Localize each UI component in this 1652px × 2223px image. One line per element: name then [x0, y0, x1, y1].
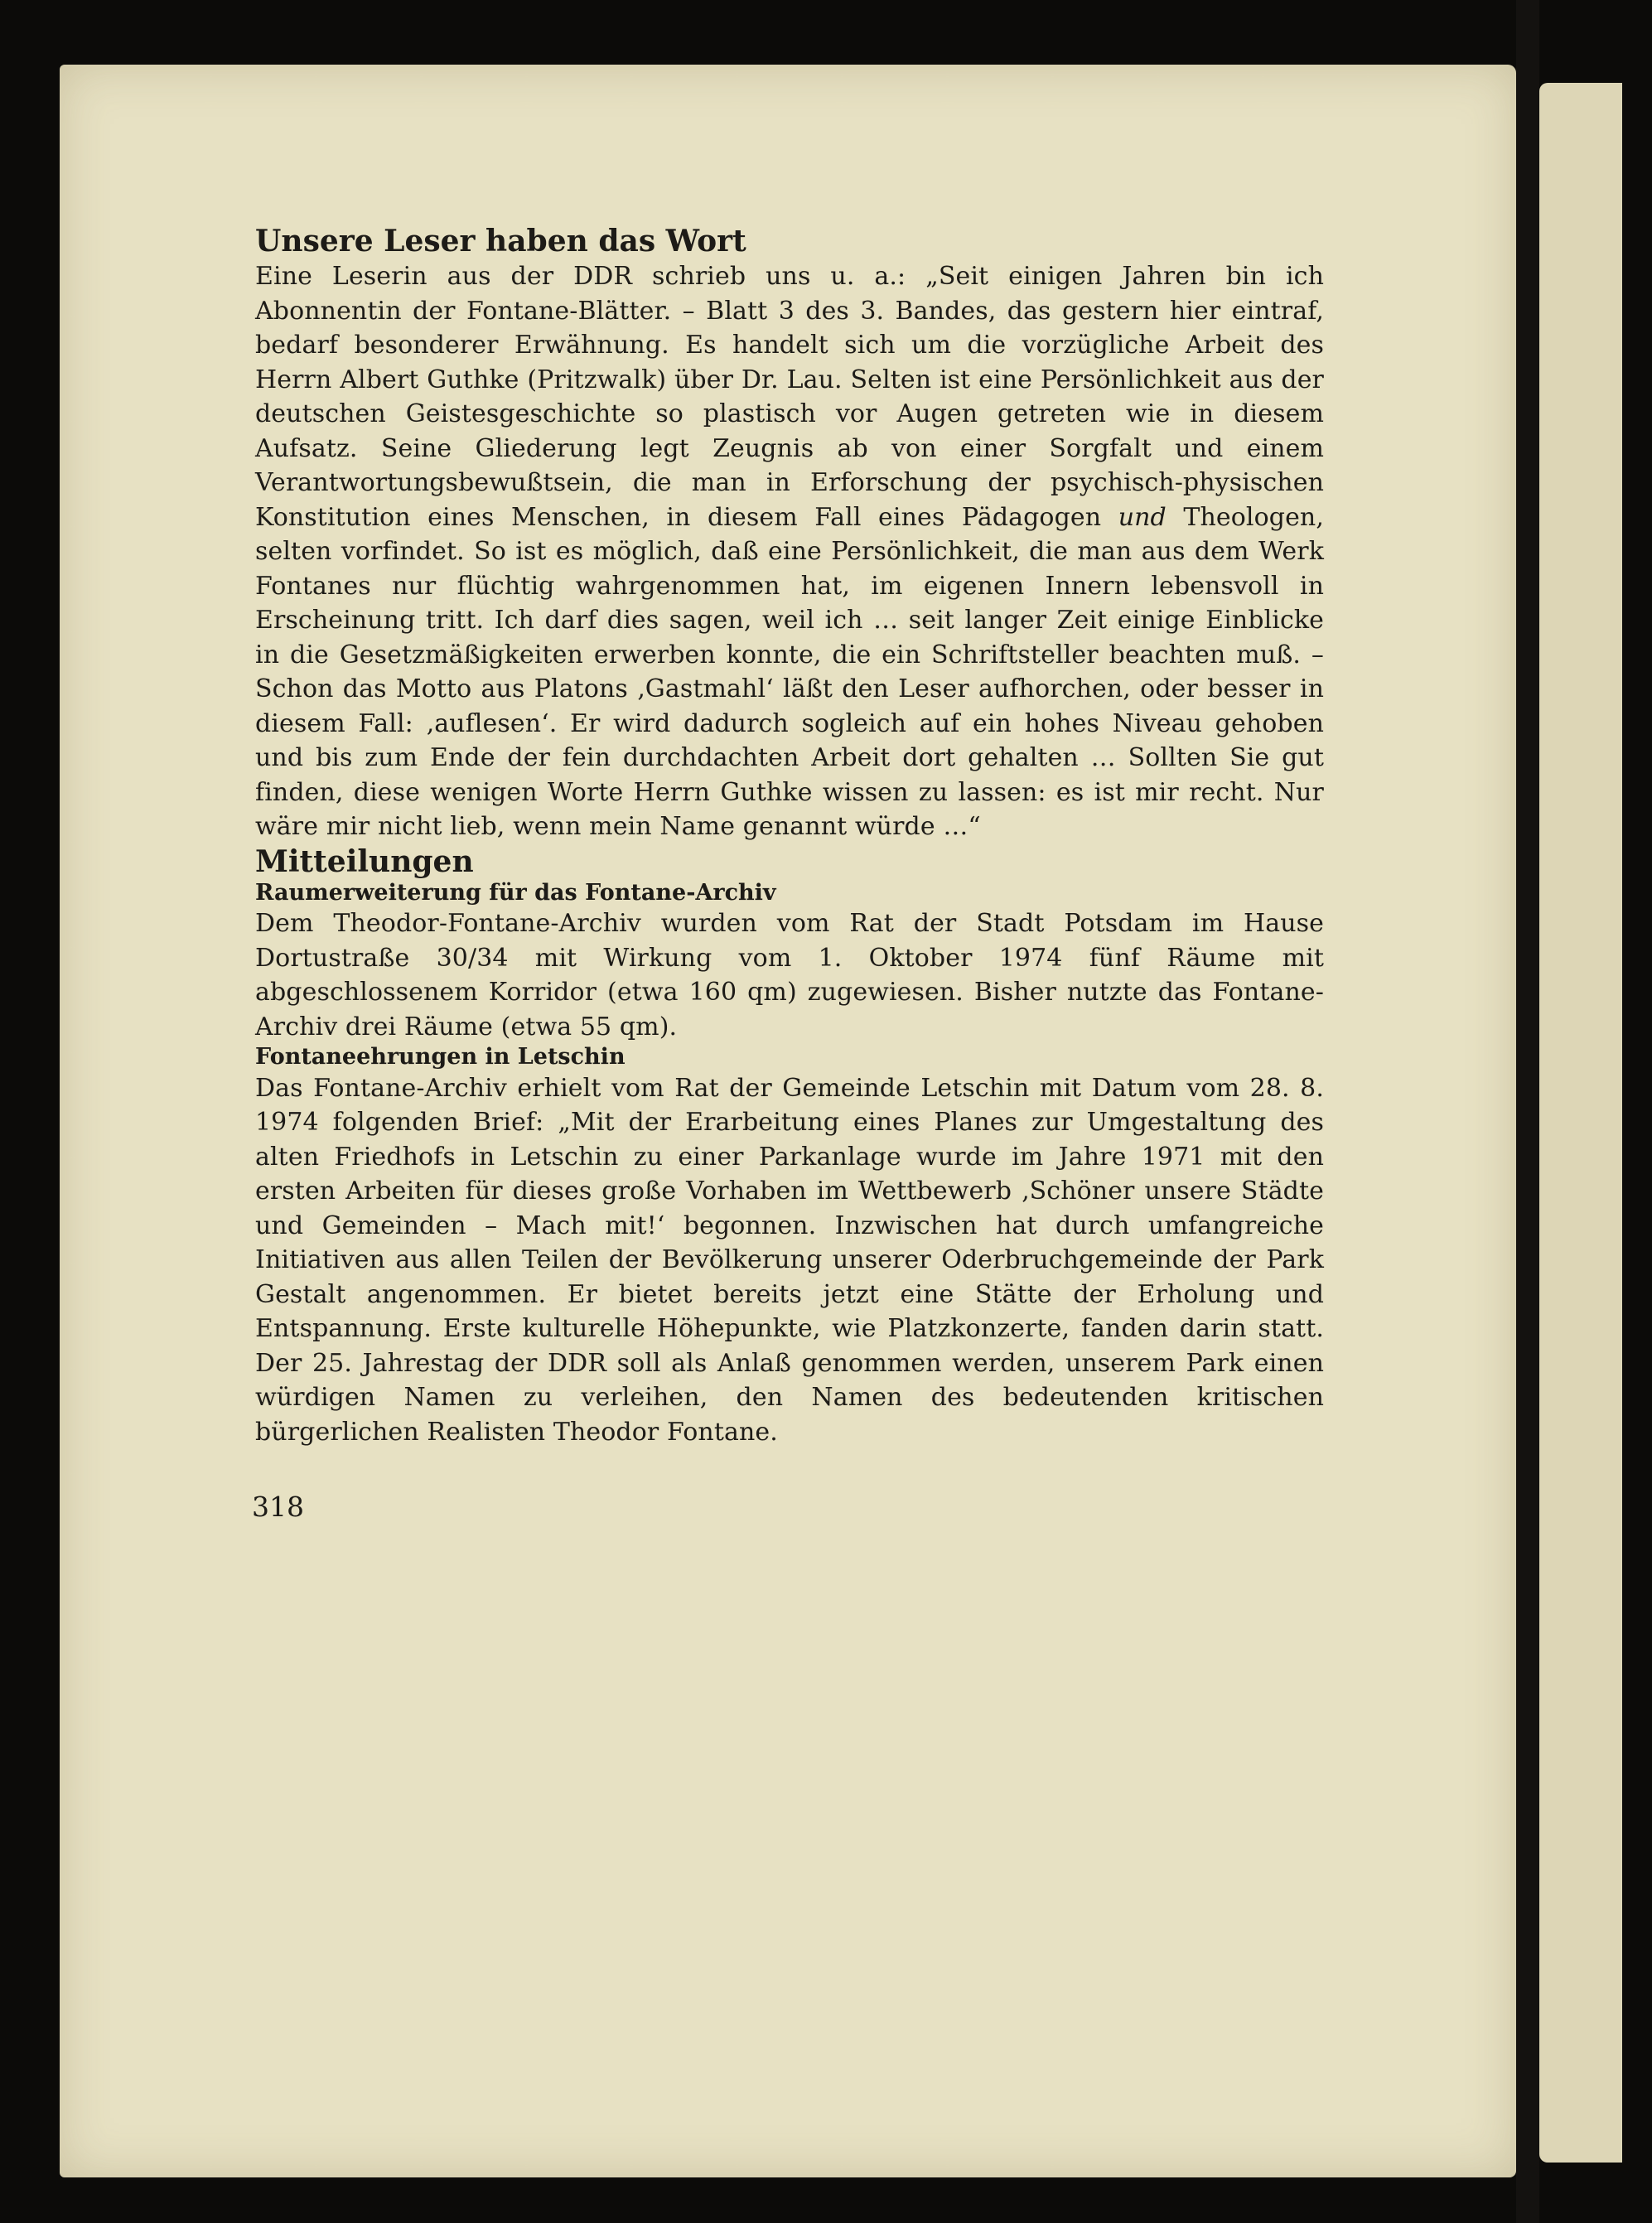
readers-section-title: Unsere Leser haben das Wort — [255, 224, 746, 259]
readers-letter-paragraph — [255, 259, 1324, 844]
announcements-section-title: Mitteilungen — [255, 843, 474, 879]
emphasis-word: und — [1118, 502, 1167, 532]
page-number: 318 — [252, 1491, 304, 1524]
readers-letter-text: Eine Leserin aus der DDR schrieb uns u. a.: „Seit einigen Jahren bin ich Abonnentin der Fontane-Blätter. – Blatt 3 des 3. Bandes, das gestern hier eintraf, bedarf besonderer Erwähnung. Es handelt sich um die vorzügliche Arbeit des Herrn Albert Guthke (Pritzwalk) über Dr. Lau. Selten ist eine Persönlichkeit aus der deutschen Geistesgeschichte so plastisch vor Augen getreten wie in diesem Aufsatz. Seine Gliederung legt Zeugnis ab von einer Sorgfalt und einem Verantwortungsbewußtsein, die man in Erforschung der psychisch-physischen Konstitution eines Menschen, in diesem Fall eines Pädagogen — [255, 262, 1324, 532]
announcement-body-letschin: Das Fontane-Archiv erhielt vom Rat der Gemeinde Letschin mit Datum vom 28. 8. 1974 folgenden Brief: „Mit der Erarbeitung eines Planes zur Umgestaltung des alten Friedhofs in Letschin zu einer Parkanlage wurde im Jahre 1971 mit den ersten Arbeiten für dieses große Vorhaben im Wettbewerb ‚Schöner unsere Städte und Gemeinden – Mach mit!‘ begonnen. Inzwischen hat durch umfangreiche Initiativen aus allen Teilen der Bevölkerung unserer Oderbruchgemeinde der Park Gestalt angenommen. Er bietet bereits jetzt eine Stätte der Erholung und Entspannung. Erste kulturelle Höhepunkte, wie Platzkonzerte, fanden darin statt. Der 25. Jahrestag der DDR soll als Anlaß genommen werden, unserem Park einen würdigen Namen zu verleihen, den Namen des bedeutenden kritischen bürgerlichen Realisten Theodor Fontane. — [255, 1073, 1324, 1447]
page-content — [252, 224, 1324, 1524]
book-gutter — [1516, 0, 1539, 2223]
next-page-edge — [1539, 83, 1622, 2163]
readers-letter-text-continued: Theologen, selten vorfindet. So ist es möglich, daß eine Persönlichkeit, die man aus dem Werk Fontanes nur flüchtig wahrgenommen hat, im eigenen Innern lebensvoll in Erscheinung tritt. Ich darf dies sagen, weil ich … seit langer Zeit einige Einblicke in die Gesetzmäßigkeiten erwerben konnte, die ein Schriftsteller beachten muß. – Schon das Motto aus Platons ‚Gastmahl‘ läßt den Leser aufhorchen, oder besser in diesem Fall: ‚auflesen‘. Er wird dadurch sogleich auf ein hohes Niveau gehoben und bis zum Ende der fein durchdachten Arbeit dort gehalten … Sollten Sie gut finden, diese wenigen Worte Herrn Guthke wissen zu lassen: es ist mir recht. Nur wäre mir nicht lieb, wenn mein Name genannt würde …“ — [255, 502, 1324, 842]
announcement-title-archive-expansion: Raumerweiterung für das Fontane-Archiv — [255, 879, 776, 906]
announcement-body-archive-expansion: Dem Theodor-Fontane-Archiv wurden vom Rat der Stadt Potsdam im Hause Dortustraße 30/34 mit Wirkung vom 1. Oktober 1974 fünf Räume mit abgeschlossenem Korridor (etwa 160 qm) zugewiesen. Bisher nutzte das Fontane-Archiv drei Räume (etwa 55 qm). — [255, 909, 1324, 1041]
announcement-title-letschin: Fontaneehrungen in Letschin — [255, 1044, 626, 1070]
